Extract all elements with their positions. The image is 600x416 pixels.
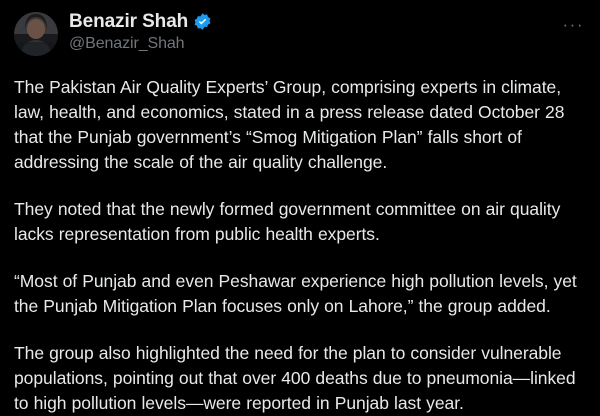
display-name[interactable]: Benazir Shah xyxy=(69,11,189,32)
user-handle[interactable]: @Benazir_Shah xyxy=(69,34,185,52)
name-row xyxy=(69,11,212,33)
tweet-paragraph: They noted that the newly formed government committee on air quality lacks representation from public health experts. xyxy=(14,199,561,244)
tweet-paragraph: “Most of Punjab and even Peshawar experience high pollution levels, yet the Punjab Mitigation Plan focuses only on Lahore,” the group added. xyxy=(14,271,577,316)
tweet-body xyxy=(14,75,586,416)
name-block xyxy=(69,10,212,53)
tweet-paragraph: The Pakistan Air Quality Experts’ Group, comprising experts in climate, law, health, and economics, stated in a press release dated October 28 that the Punjab government’s “Smog Mitigation Plan” falls short of addressing the scale of the air quality challenge. xyxy=(14,77,565,172)
avatar[interactable] xyxy=(14,12,58,56)
verified-badge-icon xyxy=(193,12,212,31)
tweet-header xyxy=(14,10,586,62)
tweet-paragraph: The group also highlighted the need for the plan to consider vulnerable populations, pointing out that over 400 deaths due to pneumonia—linked to high pollution levels—were reported in Punjab last year. xyxy=(14,343,576,413)
more-options-icon[interactable]: ··· xyxy=(562,15,584,34)
